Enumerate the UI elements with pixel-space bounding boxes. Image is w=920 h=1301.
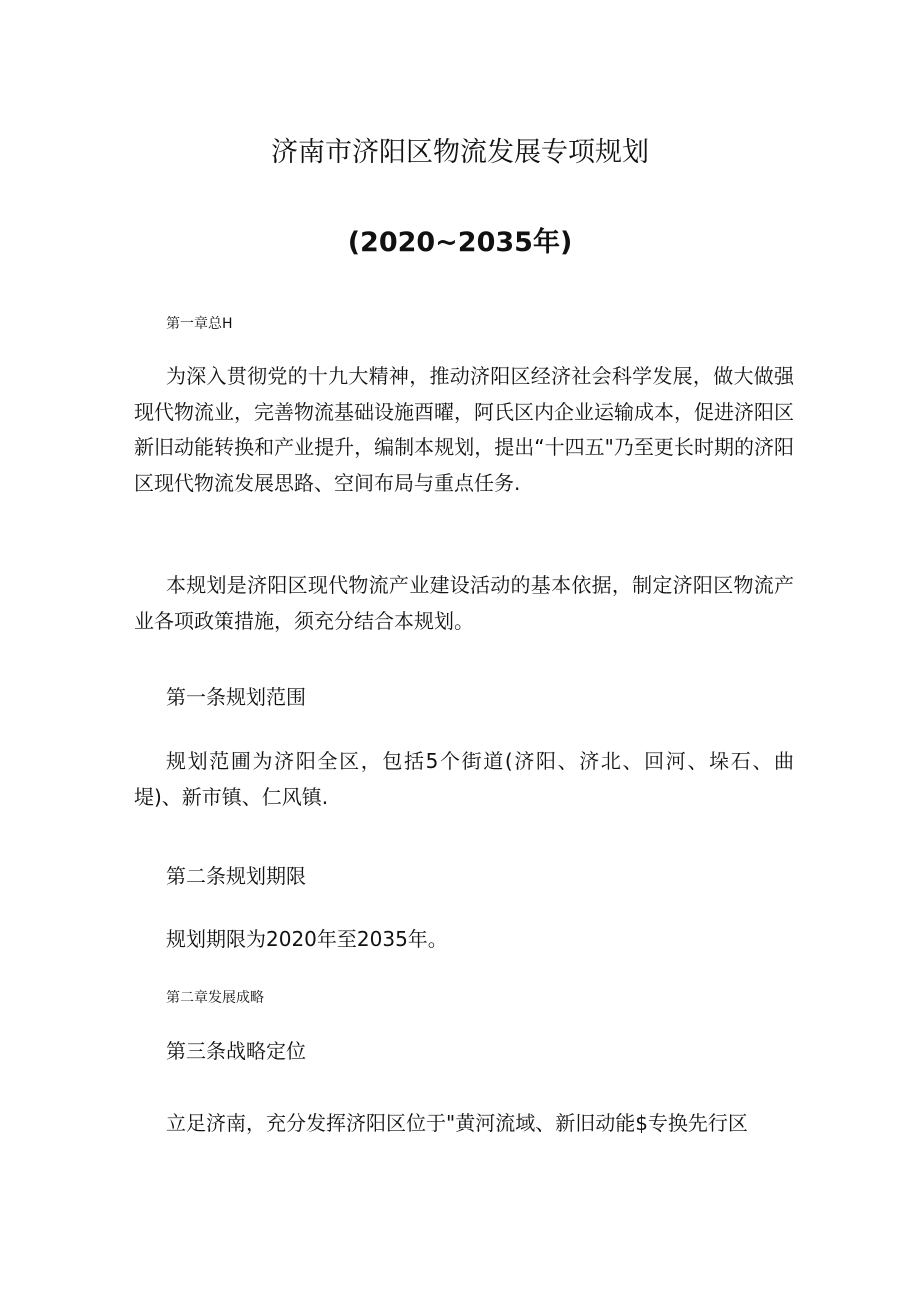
article-1-heading: 第一条规划范围 [166,685,306,709]
paragraph-period: 规划期限为2020年至2035年。 [166,927,448,951]
article-3-heading: 第三条战略定位 [166,1039,306,1063]
document-title: 济南市济阳区物流发展专项规划 [271,137,649,168]
paragraph-purpose: 为深入贯彻党的十九大精神，推动济阳区经济社会科学发展，做大做强现代物流业，完善物流基础设施酉曜，阿氏区内企业运输成本，促进济阳区新旧动能转换和产业提升，编制本规划，提出“十四五"乃至更长时期的济阳区现代物流发展思路、空间布局与重点任务. [134,364,794,495]
document-subtitle: (2020~2035年) [347,227,573,258]
chapter-2-heading: 第二章发展成略 [166,990,264,1006]
article-2-heading: 第二条规划期限 [166,864,306,888]
paragraph-basis: 本规划是济阳区现代物流产业建设活动的基本依据，制定济阳区物流产业各项政策措施，须充分结合本规划。 [134,573,794,633]
paragraph-positioning: 立足济南，充分发挥济阳区位于"黄河流域、新旧动能$专换先行区 [166,1111,748,1135]
paragraph-scope: 规划范圃为济阳全区，包括5个街道(济阳、济北、回河、垛石、曲堤)、新市镇、仁风镇. [134,749,794,809]
chapter-1-heading: 第一章总H [166,316,233,332]
